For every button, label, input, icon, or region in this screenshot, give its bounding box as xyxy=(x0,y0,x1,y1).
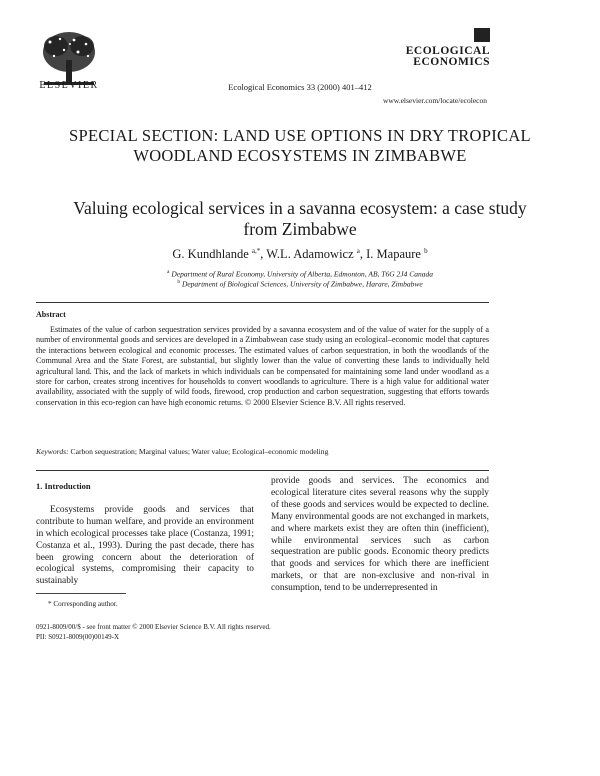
journal-name xyxy=(406,46,490,68)
left-column xyxy=(36,478,254,588)
affiliation-b xyxy=(0,279,600,289)
author-affil-mark: a xyxy=(356,247,360,255)
author-separator: , xyxy=(260,247,267,262)
paper-title: Valuing ecological services in a savanna ecosystem: a case study from Zimbabwe xyxy=(73,198,527,239)
copyright-block xyxy=(36,623,271,642)
author-list xyxy=(0,247,600,262)
author-name: W.L. Adamowicz xyxy=(266,247,354,262)
abstract-bottom-rule xyxy=(36,470,489,471)
affiliation-mark: a xyxy=(167,269,170,275)
abstract-top-rule xyxy=(36,302,489,303)
intro-right-body: provide goods and services. The economics and ecological literature cites several reasons why the supply of these goods and services would be expected to decline. Many environmental goods are not exchanged in markets, and where markets exist they are often thin (inefficient), while environmental services such as carbon sequestration are public goods. Economic theory predicts that goods and services for which there are inefficient markets, or that are non-exclusive and non-rival in consumption, tend to be underrepresented in xyxy=(271,476,489,594)
abstract-heading: Abstract xyxy=(36,310,66,319)
author-affil-mark: b xyxy=(424,247,428,255)
journal-name-line1: ECOLOGICAL xyxy=(405,45,490,57)
affiliation-text: Department of Biological Sciences, University of Zimbabwe, Harare, Zimbabwe xyxy=(181,279,423,289)
journal-mark-icon xyxy=(474,28,490,42)
pii-line: PII: S0921-8009(00)00149-X xyxy=(36,632,120,641)
journal-reference: Ecological Economics 33 (2000) 401–412 xyxy=(228,82,372,92)
footnote-rule xyxy=(36,593,126,594)
keywords xyxy=(36,447,489,456)
affiliation-mark: b xyxy=(177,279,181,285)
special-section-title: SPECIAL SECTION: LAND USE OPTIONS IN DRY TROPICAL WOODLAND ECOSYSTEMS IN ZIMBABWE xyxy=(69,126,531,165)
abstract-body: Estimates of the value of carbon sequestration services provided by a savanna ecosystem and of the value of water for the supply of a number of environmental goods and services are developed in a Zimbabwean case study using an ecological–economic model that captures the interactions between ecological and economic processes. The estimated values of carbon sequestration, in both the woodlands of the Communal Area and the State Forest, are substantial, but slightly lower than the value of converting these lands to individually held agricultural land. This, and the lack of markets in which individuals can be compensated for maintaining some land under woodland as a store for carbon, creates strong incentives for households to convert woodlands to agriculture. There is a high value for additional water availability, associated with the supply of wild foods, firewood, crop production and carbon sequestration, suggesting that efforts towards conservation in this eco-region can have high economic returns. © 2000 Elsevier Science B.V. All rights reserved. xyxy=(36,325,489,407)
author-name: G. Kundhlande xyxy=(172,247,249,262)
journal-url-link[interactable]: www.elsevier.com/locate/ecolecon xyxy=(382,96,487,105)
author-affil-mark: a,* xyxy=(251,247,261,255)
author-name: I. Mapaure xyxy=(366,247,421,262)
copyright-line: 0921-8009/00/$ - see front matter © 2000 Elsevier Science B.V. All rights reserved. xyxy=(36,623,271,631)
affiliation-text: Department of Rural Economy, University of Alberta, Edmonton, AB, T6G 2J4 Canada xyxy=(171,269,433,279)
intro-left-body: Ecosystems provide goods and services that contribute to human welfare, and provide an environment in which ecological processes take place (Costanza, 1991; Costanza et al., 1993). During the past decade, there has been growing concern about the deterioration of ecological systems, compromising their capacity to sustainably xyxy=(36,504,254,587)
journal-name-line2: ECONOMICS xyxy=(413,56,490,68)
publisher-name: ELSEVIER xyxy=(39,80,99,91)
footnote: * Corresponding author. xyxy=(48,600,118,608)
intro-heading: 1. Introduction xyxy=(36,481,91,491)
keywords-label: Keywords: xyxy=(36,447,69,456)
affiliation-a xyxy=(0,269,600,279)
keywords-text: Carbon sequestration; Marginal values; Water value; Ecological–economic modeling xyxy=(68,447,329,456)
right-column xyxy=(271,476,489,595)
author-separator: , xyxy=(359,247,367,262)
